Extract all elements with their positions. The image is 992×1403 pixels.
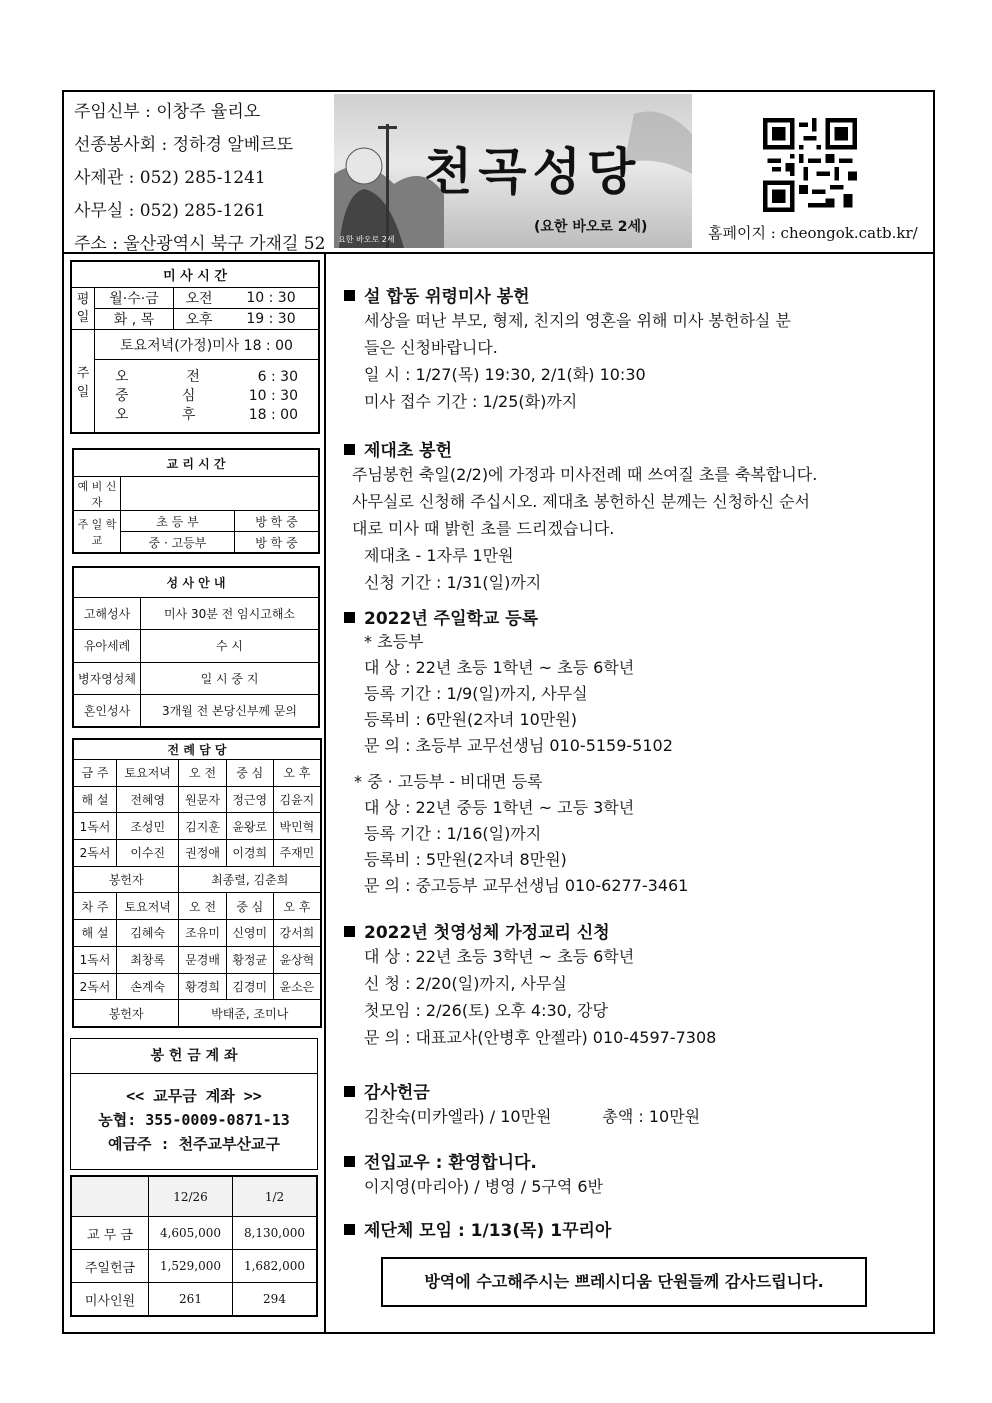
sunday-mass-row: 오 후 18 : 00 [115,406,298,423]
bullet-square-icon [344,926,355,937]
sacrament-info: 3개월 전 본당신부께 문의 [141,694,319,726]
finance-header: 1/2 [233,1177,317,1217]
offering-persons: 최종렬, 김춘희 [179,866,321,893]
sacrament-info: 일 시 중 지 [141,662,319,694]
announcement-line: 대 상 : 22년 중등 1학년 ~ 고등 3학년 [364,798,635,817]
qr-code-icon[interactable] [763,118,857,212]
finance-header [72,1177,149,1217]
liturgy-person: 최창록 [117,946,179,973]
sunday-label: 주 일 [72,330,95,433]
announcement-line: * 중 · 고등부 - 비대면 등록 [354,772,543,791]
finance-label: 교 무 금 [72,1217,149,1250]
weekday-days: 월·수·금 [95,288,174,309]
liturgy-person: 김경미 [226,973,273,1000]
weekday-days: 화 , 목 [95,309,174,330]
announcement-line: 첫모임 : 2/26(토) 오후 4:30, 강당 [364,1001,608,1020]
announcement-line: * 초등부 [364,632,424,651]
liturgy-person: 김윤지 [273,786,320,813]
liturgy-person: 손계숙 [117,973,179,1000]
sacrament-info: 미사 30분 전 임시고해소 [141,598,319,630]
account-heading: << 교무금 계좌 >> [126,1087,262,1105]
bullet-square-icon [344,1224,355,1235]
liturgy-role: 2독서 [74,840,117,867]
pastor-line: 주임신부 : 이창주 율리오 [74,102,261,122]
finance-value: 294 [233,1283,317,1316]
church-name: 천곡성당 [424,143,642,201]
finance-value: 4,605,000 [149,1217,233,1250]
liturgy-person: 박민혁 [273,813,320,840]
announcement-line: 등록 기간 : 1/16(일)까지 [364,824,542,843]
address-line: 주소 : 울산광역시 북구 가재길 52 [74,234,326,254]
sacraments-title: 성 사 안 내 [74,568,319,598]
sacrament-name: 혼인성사 [74,694,141,726]
announcement-line: 세상을 떠난 부모, 형제, 친지의 영혼을 위해 미사 봉헌하실 분 [364,311,791,330]
liturgy-person: 윤왕로 [226,813,273,840]
catechism-title: 교 리 시 간 [74,450,319,477]
liturgy-header-cell: 오 전 [179,760,226,787]
announcement-line: 미사 접수 기간 : 1/25(화)까지 [364,392,578,411]
liturgy-header-cell: 오 후 [273,760,320,787]
finance-box [70,1175,318,1317]
elementary-label: 초 등 부 [121,511,235,532]
prep-value [121,477,319,511]
liturgy-title: 전 례 담 당 [74,740,321,760]
account-box [70,1038,318,1170]
announcement-sunday-school [344,604,688,899]
mass-times-box [70,260,320,434]
liturgy-header-cell: 중 심 [226,760,273,787]
sunday-mass-row: 중 심 10 : 30 [115,387,298,404]
finance-header: 12/26 [149,1177,233,1217]
announcement-line: 이지영(마리아) / 병영 / 5구역 6반 [364,1177,604,1196]
liturgy-person: 강서희 [273,920,320,947]
announcement-line: 김찬숙(미카엘라) / 10만원 총액 : 10만원 [364,1107,701,1126]
liturgy-role: 1독서 [74,946,117,973]
church-banner [334,94,692,248]
sunday-mass-row: 오 전 6 : 30 [115,368,298,385]
finance-value: 8,130,000 [233,1217,317,1250]
account-title: 봉 헌 금 계 좌 [71,1039,317,1074]
weekday-time: 10 : 30 [224,288,319,309]
finance-value: 1,529,000 [149,1250,233,1283]
bullet-square-icon [344,1156,355,1167]
mass-times-title: 미 사 시 간 [72,262,319,288]
finance-label: 미사인원 [72,1283,149,1316]
liturgy-header-cell: 토요저녁 [117,760,179,787]
announcement-line: 사무실로 신청해 주십시오. 제대초 봉헌하신 분께는 신청하신 순서 [352,492,811,511]
rectory-phone: 사제관 : 052) 285-1241 [74,168,266,188]
sacrament-name: 유아세례 [74,630,141,662]
liturgy-header-cell: 금 주 [74,760,117,787]
liturgy-person: 김혜숙 [117,920,179,947]
liturgy-person: 윤상혁 [273,946,320,973]
liturgy-person: 신영미 [226,920,273,947]
liturgy-role: 1독서 [74,813,117,840]
liturgy-header-cell: 오 후 [273,893,320,920]
liturgy-header-cell: 오 전 [179,893,226,920]
liturgy-header-cell: 중 심 [226,893,273,920]
liturgy-person: 이경희 [226,840,273,867]
announcement-line: 문 의 : 초등부 교무선생님 010-5159-5102 [364,736,673,755]
announcement-line: 대 상 : 22년 초등 1학년 ~ 초등 6학년 [364,658,635,677]
liturgy-person: 조유미 [179,920,226,947]
announcement-title: 2022년 주일학교 등록 [364,609,539,629]
account-number: 농협: 355-0009-0871-13 [98,1111,290,1129]
announcement-line: 문 의 : 중고등부 교무선생님 010-6277-3461 [364,876,689,895]
liturgy-person: 김지훈 [179,813,226,840]
announcement-title: 제대초 봉헌 [364,441,453,461]
school-label: 주 일 학 교 [74,511,121,553]
prep-label: 예 비 신 자 [74,477,121,511]
catechism-box [72,448,320,554]
saturday-evening-mass: 토요저녁(가정)미사 18 : 00 [95,330,319,360]
sacrament-name: 병자영성체 [74,662,141,694]
liturgy-person: 전혜영 [117,786,179,813]
announcement-line: 신 청 : 2/20(일)까지, 사무실 [364,974,567,993]
elementary-status: 방 학 중 [234,511,318,532]
sacraments-box [72,566,320,728]
finance-label: 주일헌금 [72,1250,149,1283]
announcement-thanks-offering [344,1078,700,1130]
office-phone: 사무실 : 052) 285-1261 [74,201,266,221]
announcement-title: 감사헌금 [364,1083,430,1103]
announcement-line: 신청 기간 : 1/31(일)까지 [364,573,542,592]
announcement-line: 문 의 : 대표교사(안병후 안젤라) 010-4597-7308 [364,1028,717,1047]
liturgy-person: 황경희 [179,973,226,1000]
announcement-line: 일 시 : 1/27(목) 19:30, 2/1(화) 10:30 [364,365,646,384]
announcement-title: 2022년 첫영성체 가정교리 신청 [364,923,610,943]
liturgy-header-cell: 차 주 [74,893,117,920]
liturgy-role: 해 설 [74,920,117,947]
announcement-line: 등록비 : 5만원(2자녀 8만원) [364,850,567,869]
middle-high-status: 방 학 중 [234,532,318,553]
announcement-memorial-mass [344,282,791,415]
weekday-time: 19 : 30 [224,309,319,330]
announcement-new-parishioner [344,1148,603,1200]
homepage-link[interactable]: 홈페이지 : cheongok.catb.kr/ [708,224,918,242]
offering-persons: 박태준, 조미나 [179,1000,321,1027]
announcement-title: 전입교우 : 환영합니다. [364,1153,537,1173]
announcement-title: 제단체 모임 : 1/13(목) 1꾸리아 [364,1221,612,1241]
photo-caption: 요한 바오로 2세 [338,235,395,244]
liturgy-person: 주재민 [273,840,320,867]
bullet-square-icon [344,1086,355,1097]
announcement-line: 대로 미사 때 밝힌 초를 드리겠습니다. [352,519,615,538]
liturgy-role: 해 설 [74,786,117,813]
middle-high-label: 중 · 고등부 [121,532,235,553]
liturgy-person: 조성민 [117,813,179,840]
patron-saint: (요한 바오로 2세) [534,219,648,235]
offering-label: 봉헌자 [74,1000,179,1027]
weekday-label: 평 일 [72,288,95,330]
liturgy-person: 황정균 [226,946,273,973]
finance-value: 261 [149,1283,233,1316]
liturgy-person: 권정애 [179,840,226,867]
liturgy-person: 문경배 [179,946,226,973]
sacrament-info: 수 시 [141,630,319,662]
account-holder: 예금주 : 천주교부산교구 [108,1135,280,1153]
liturgy-box [72,738,322,1028]
announcement-group-meeting [344,1216,611,1241]
offering-label: 봉헌자 [74,866,179,893]
announcement-line: 등록비 : 6만원(2자녀 10만원) [364,710,577,729]
header-info [74,96,325,261]
announcement-line: 들은 신청바랍니다. [364,338,498,357]
announcement-line: 제대초 - 1자루 1만원 [364,546,514,565]
announcement-line: 주님봉헌 축일(2/2)에 가정과 미사전례 때 쓰여질 초를 축복합니다. [352,465,818,484]
announcement-first-communion [344,918,716,1051]
announcement-altar-candle [344,436,817,596]
column-divider [324,252,326,1334]
bullet-square-icon [344,444,355,455]
liturgy-header-cell: 토요저녁 [117,893,179,920]
announcement-line: 대 상 : 22년 초등 3학년 ~ 초등 6학년 [364,947,635,966]
bullet-square-icon [344,612,355,623]
thanks-notice: 방역에 수고해주시는 쁘레시디움 단원들께 감사드립니다. [381,1257,867,1307]
announcement-line: 등록 기간 : 1/9(일)까지, 사무실 [364,684,588,703]
liturgy-person: 정근영 [226,786,273,813]
bullet-square-icon [344,290,355,301]
liturgy-person: 이수진 [117,840,179,867]
committee-line: 선종봉사회 : 정하경 알베르또 [74,135,294,155]
liturgy-person: 원문자 [179,786,226,813]
weekday-period: 오후 [174,309,225,330]
finance-value: 1,682,000 [233,1250,317,1283]
weekday-period: 오전 [174,288,225,309]
announcement-title: 설 합동 위령미사 봉헌 [364,287,530,307]
liturgy-person: 윤소은 [273,973,320,1000]
liturgy-role: 2독서 [74,973,117,1000]
sacrament-name: 고해성사 [74,598,141,630]
